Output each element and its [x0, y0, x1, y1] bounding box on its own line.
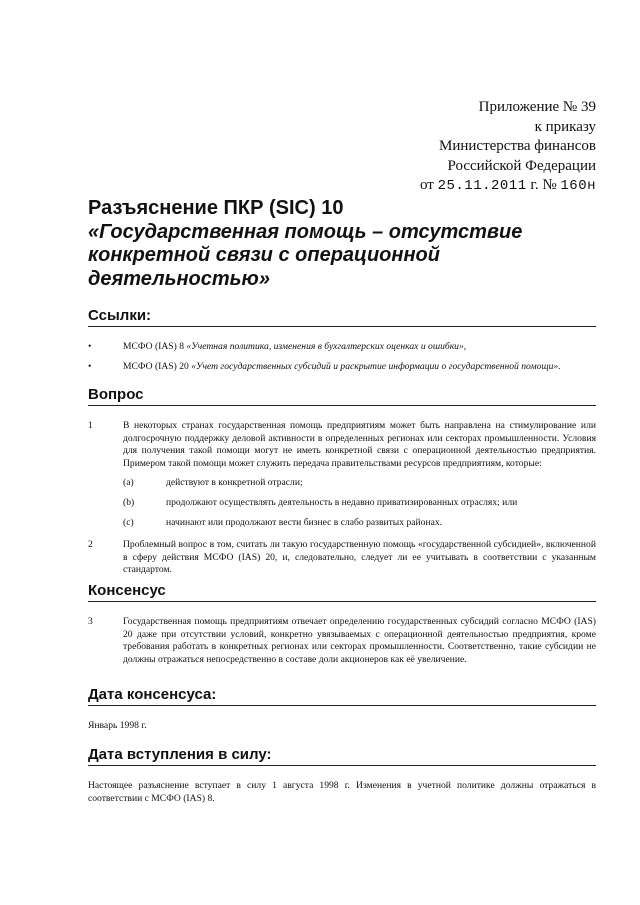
paragraph-text: В некоторых странах государственная помощь предприятиям может быть направлена на стимулирование или долгосрочную поддержку деловой активности в определенных регионах или секторах промышленности. Условия для получения такой помощи могут не иметь конкретной связи с операционной деятельностью предприятия. Примером такой помощи может служить передача правительствами ресурсов предприятиям, которые:: [123, 420, 596, 469]
bullet: •: [88, 360, 92, 372]
sub-item-text: действуют в конкретной отрасли;: [166, 477, 303, 489]
consensus-date-text: Январь 1998 г.: [88, 720, 147, 731]
paragraph-2: [88, 539, 596, 577]
paragraph-number: 1: [88, 420, 93, 431]
order-date-line: [420, 176, 596, 197]
paragraph-1: [88, 420, 596, 529]
reference-item: [88, 341, 596, 354]
reference-title: «Учетная политика, изменения в бухгалтерских оценках и ошибки»,: [186, 341, 467, 352]
appendix-line: Министерства финансов: [439, 138, 596, 154]
reference-item: [88, 361, 596, 374]
appendix-block: [420, 98, 596, 197]
sub-item-label: (a): [123, 477, 134, 489]
order-date: 25.11.2011: [437, 178, 527, 194]
effective-date-section: [88, 746, 596, 805]
sub-item-a: [123, 477, 596, 490]
order-number: 160н: [560, 178, 596, 194]
effective-date-text: Настоящее разъяснение вступает в силу 1 августа 1998 г. Изменения в учетной политике должны отражаться в соответствии с МСФО (IAS) 8.: [88, 780, 596, 804]
consensus-date-section: [88, 686, 596, 733]
sub-item-text: начинают или продолжают вести бизнес в слабо развитых районах.: [166, 516, 443, 528]
reference-standard: МСФО (IAS) 8: [123, 341, 184, 352]
date-prefix: от: [419, 177, 434, 193]
consensus-date-heading: Дата консенсуса:: [88, 686, 596, 706]
paragraph-number: 3: [88, 616, 93, 627]
paragraph-text: Государственная помощь предприятиям отвечает определению государственных субсидий согласно МСФО (IAS) 20 даже при отсутствии условий, конкретно увязываемых с операционной деятельностью предприятия, кроме требования работать в конкретных регионах или секторах промышленности. Соответственно, такие субсидии не должны отражаться непосредственно в составе доли акционеров как её увеличение.: [123, 616, 596, 665]
bullet: •: [88, 341, 92, 352]
title-main: Разъяснение ПКР (SIC) 10: [88, 197, 344, 219]
consensus-heading: Консенсус: [88, 582, 596, 602]
question-section: [88, 386, 596, 587]
title-subtitle: «Государственная помощь – отсутствие конкретной связи с операционной деятельностью»: [88, 220, 523, 290]
appendix-line: Приложение № 39: [478, 99, 596, 115]
sub-item-text: продолжают осуществлять деятельность в недавно приватизированных отраслях; или: [166, 496, 518, 508]
references-heading: Ссылки:: [88, 307, 596, 327]
question-heading: Вопрос: [88, 386, 596, 406]
appendix-line: Российской Федерации: [447, 157, 596, 174]
document-title: [88, 197, 568, 291]
paragraph-number: 2: [88, 539, 93, 551]
consensus-section: [88, 582, 596, 676]
sub-item-label: (b): [123, 496, 135, 508]
sub-item-label: (c): [123, 516, 134, 528]
sub-item-b: [123, 497, 596, 510]
reference-title: «Учет государственных субсидий и раскрытие информации о государственной помощи».: [191, 360, 561, 372]
date-g: г.: [530, 177, 539, 193]
appendix-line: к приказу: [534, 118, 596, 135]
sub-item-c: [123, 517, 596, 530]
references-section: [88, 307, 596, 380]
number-prefix: №: [542, 177, 557, 193]
reference-standard: МСФО (IAS) 20: [123, 360, 189, 372]
paragraph-text: Проблемный вопрос в том, считать ли такую государственную помощь «государственной субсидией», включенной в сферу действия МСФО (IAS) 20, и, следовательно, следует ли ее учитывать в соответствии с указанным стандартом.: [123, 539, 596, 576]
effective-date-heading: Дата вступления в силу:: [88, 746, 596, 766]
paragraph-3: [88, 616, 596, 666]
